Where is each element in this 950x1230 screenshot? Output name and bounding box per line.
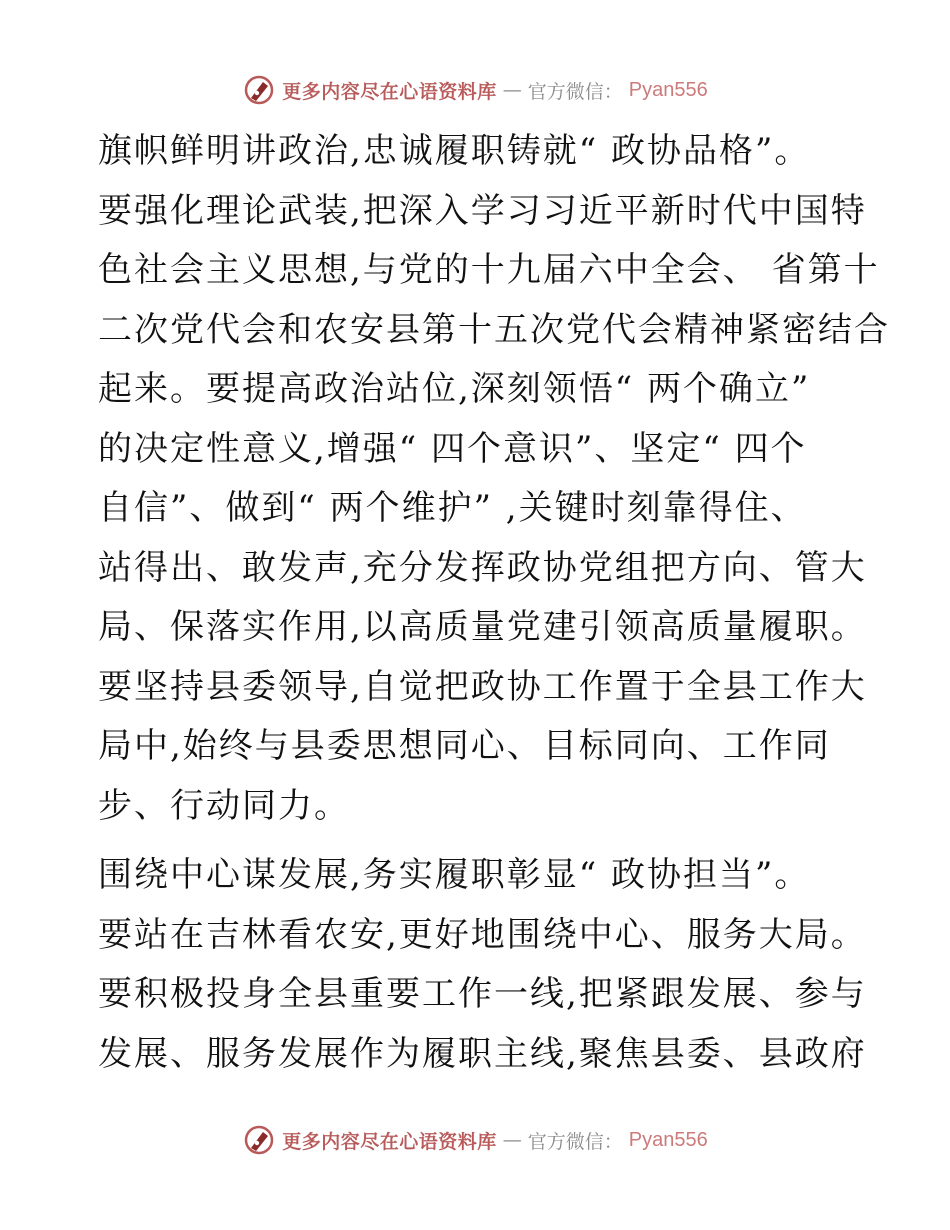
text-line: 步、行动同力。 bbox=[98, 785, 350, 826]
text-line: 站得出、敢发声,充分发挥政协党组把方向、管大 bbox=[98, 547, 867, 588]
text-line: 要站在吉林看农安,更好地围绕中心、服务大局。 bbox=[98, 914, 867, 955]
watermark-brand: 更多内容尽在心语资料库 bbox=[282, 80, 497, 103]
text-line: 旗帜鲜明讲政治,忠诚履职铸就“ 政协品格”。 bbox=[98, 131, 811, 171]
watermark-brand: 更多内容尽在心语资料库 bbox=[282, 1130, 497, 1153]
watermark-wechat-id: Pyan556 bbox=[628, 78, 708, 101]
watermark-official: 官方微信： bbox=[527, 1130, 623, 1153]
header-watermark bbox=[0, 70, 950, 110]
text-line: 二次党代会和农安县第十五次党代会精神紧密结合 bbox=[98, 309, 890, 350]
text-line: 自信”、做到“ 两个维护” ,关键时刻靠得住、 bbox=[98, 488, 807, 528]
text-line: 局、保落实作用,以高质量党建引领高质量履职。 bbox=[98, 607, 867, 647]
text-line: 要强化理论武装,把深入学习习近平新时代中国特 bbox=[98, 190, 867, 231]
text-line: 围绕中心谋发展,务实履职彰显“ 政协担当”。 bbox=[98, 855, 811, 895]
text-line: 要坚持县委领导,自觉把政协工作置于全县工作大 bbox=[98, 666, 867, 707]
text-line: 发展、服务发展作为履职主线,聚焦县委、县政府 bbox=[98, 1033, 867, 1074]
text-line: 要积极投身全县重要工作一线,把紧跟发展、参与 bbox=[98, 974, 867, 1014]
watermark-wechat-id: Pyan556 bbox=[628, 1128, 708, 1151]
pen-nib-circle-icon bbox=[242, 1123, 276, 1157]
watermark-official: 官方微信： bbox=[527, 80, 623, 103]
text-line: 局中,始终与县委思想同心、目标同向、工作同 bbox=[98, 726, 831, 766]
text-line: 色社会主义思想,与党的十九届六中全会、 省第十 bbox=[98, 250, 880, 290]
pen-nib-circle-icon bbox=[242, 73, 276, 107]
text-line: 的决定性意义,增强“ 四个意识”、坚定“ 四个 bbox=[98, 428, 807, 469]
document-body bbox=[98, 122, 890, 1084]
text-line: 起来。要提高政治站位,深刻领悟“ 两个确立” bbox=[98, 369, 811, 409]
footer-watermark bbox=[0, 1120, 950, 1160]
paragraph-politics bbox=[98, 122, 890, 836]
watermark-dash: — bbox=[502, 79, 522, 101]
watermark-dash: — bbox=[502, 1129, 522, 1151]
paragraph-development bbox=[98, 846, 867, 1084]
